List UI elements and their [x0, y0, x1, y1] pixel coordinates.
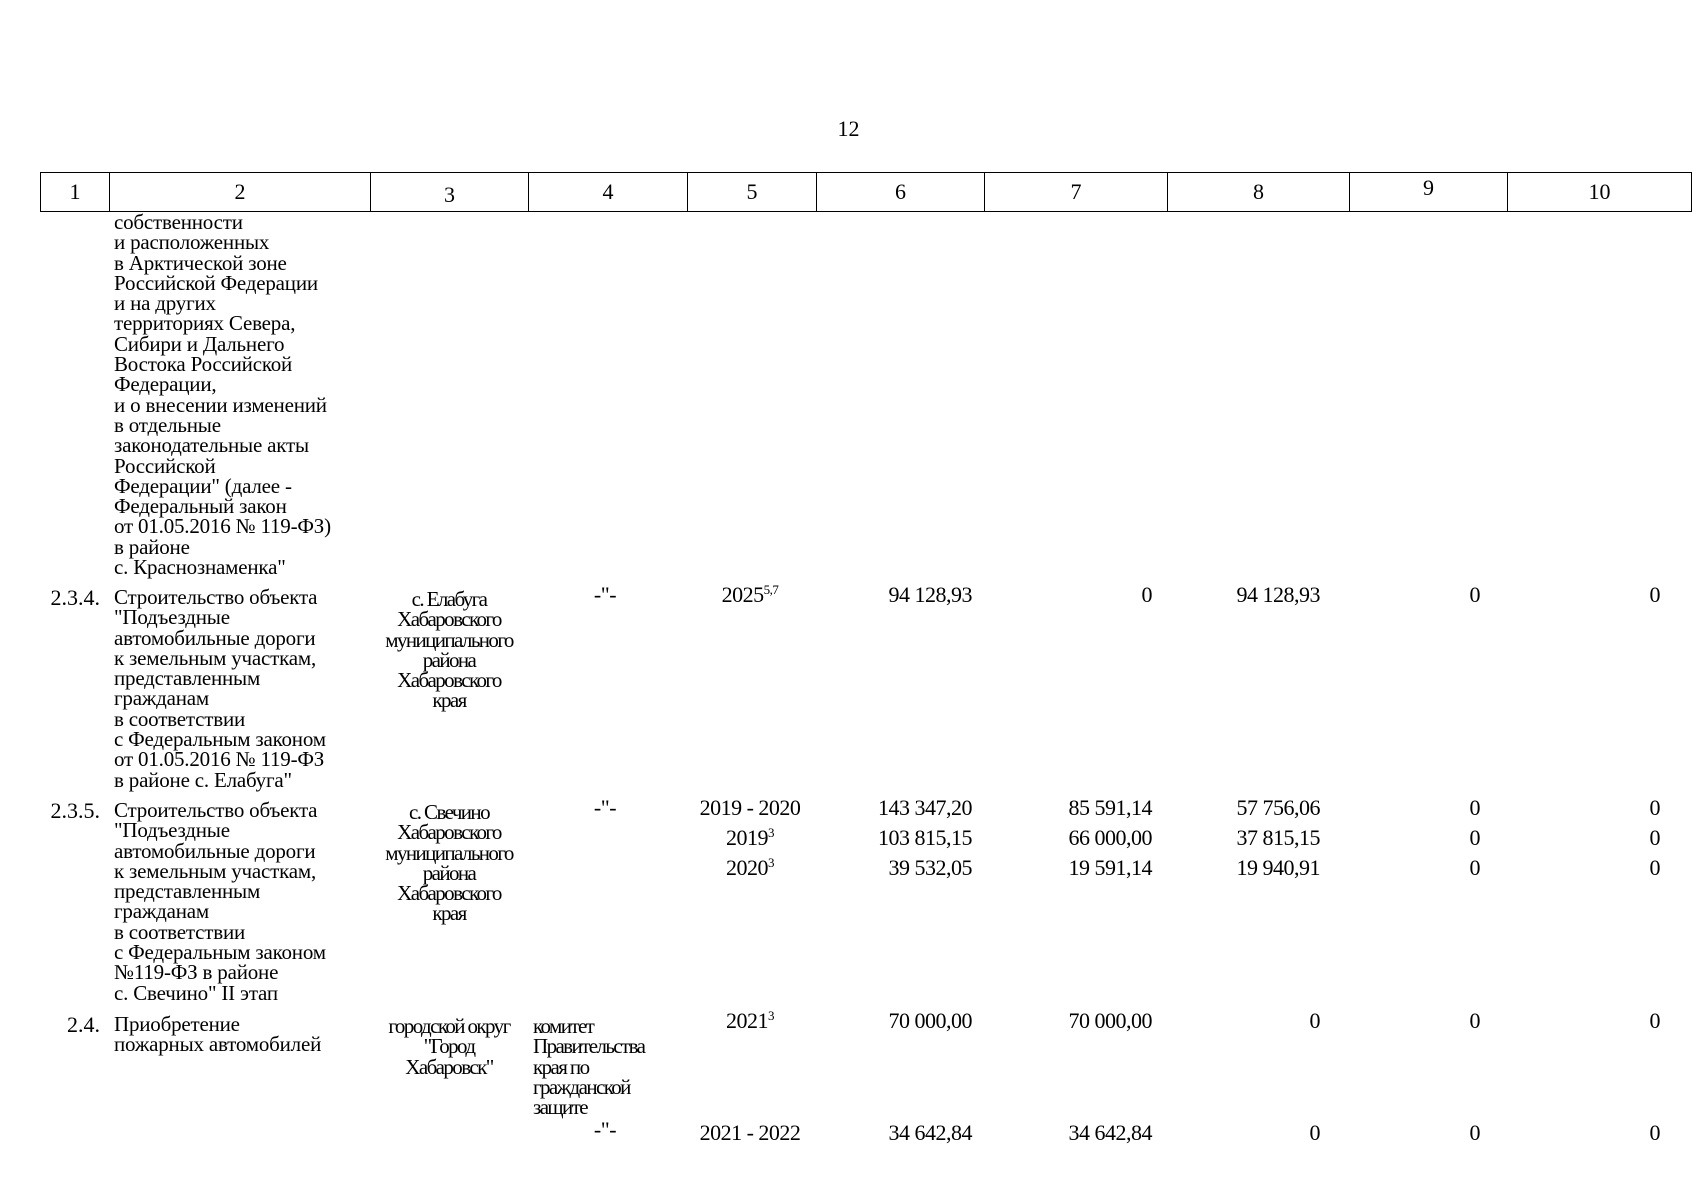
regional-cell: 0 [1309, 1120, 1320, 1145]
row-location [369, 802, 529, 924]
text-line: к земельным участкам, [114, 645, 317, 670]
text-line: в отдельные [114, 412, 221, 437]
row-location [369, 589, 529, 711]
total-cell: 70 000,00 [888, 1008, 972, 1033]
year-value: 2025 [721, 582, 764, 607]
text-line: края [432, 688, 466, 713]
text-line: автомобильные дороги [114, 625, 316, 650]
column-header: 3 [371, 173, 529, 212]
column-header: 4 [529, 173, 688, 212]
text-line: в районе с. Елабуга" [114, 767, 292, 792]
year-cell [686, 580, 814, 610]
text-line: края по [533, 1054, 589, 1079]
text-line: в районе [114, 534, 190, 559]
row-number: 2.3.4. [50, 585, 100, 610]
year-cell [680, 793, 820, 823]
year-value: 2021 [726, 1008, 768, 1033]
total-cell: 34 642,84 [888, 1120, 972, 1145]
text-line: в соответствии [114, 706, 246, 731]
column-header-row [40, 172, 1692, 212]
row-number: 2.4. [67, 1012, 100, 1037]
column-header: 2 [110, 173, 371, 212]
text-line: Хабаровского [397, 607, 501, 632]
local-cell: 0 [1469, 1120, 1480, 1145]
year-value: 2021 - 2022 [699, 1120, 801, 1145]
row-description [114, 587, 326, 790]
year-cell [686, 853, 814, 883]
column-header: 8 [1168, 173, 1350, 212]
text-line: представленным [114, 879, 261, 904]
text-line: Федеральный закон [114, 494, 287, 519]
total-cell: 103 815,15 [878, 825, 972, 850]
other-cell: 0 [1649, 1008, 1660, 1033]
total-cell: 143 347,20 [878, 795, 972, 820]
row-executor: -"- [593, 582, 617, 607]
text-line: с. Елабуга [411, 587, 487, 611]
total-cell: 94 128,93 [888, 582, 972, 607]
federal-cell: 70 000,00 [1068, 1008, 1152, 1033]
regional-cell: 0 [1309, 1008, 1320, 1033]
text-line: района [422, 647, 476, 672]
text-line: в Арктической зоне [114, 250, 287, 275]
total-cell: 39 532,05 [888, 855, 972, 880]
column-header: 9 [1350, 173, 1508, 212]
local-cell: 0 [1469, 825, 1480, 850]
text-line: законодательные акты [114, 433, 309, 458]
regional-cell: 37 815,15 [1236, 825, 1320, 850]
other-cell: 0 [1649, 1120, 1660, 1145]
text-line: муниципального [385, 627, 513, 652]
regional-cell: 57 756,06 [1236, 795, 1320, 820]
text-line: и расположенных [114, 230, 270, 255]
footnote-marker: 3 [768, 855, 774, 870]
row-executor: -"- [593, 1117, 617, 1142]
regional-cell: 94 128,93 [1236, 582, 1320, 607]
column-header: 5 [688, 173, 817, 212]
regional-cell: 19 940,91 [1236, 855, 1320, 880]
text-line: с. Краснознаменка" [114, 555, 286, 580]
federal-cell: 66 000,00 [1068, 825, 1152, 850]
text-line: Правительства [533, 1034, 645, 1059]
text-line: "Подъездные [114, 818, 230, 843]
local-cell: 0 [1469, 582, 1480, 607]
column-header: 1 [41, 173, 110, 212]
text-line: Хабаровского [397, 668, 501, 693]
text-line: Хабаровского [397, 881, 501, 906]
text-line: Приобретение [114, 1012, 240, 1036]
year-value: 2020 [726, 855, 768, 880]
text-line: муниципального [385, 840, 513, 865]
federal-cell: 0 [1141, 582, 1152, 607]
row-executor: -"- [593, 795, 617, 820]
text-line: территориях Севера, [114, 311, 296, 336]
footnote-marker: 3 [768, 1008, 774, 1023]
text-line: Хабаровского [397, 820, 501, 845]
other-cell: 0 [1649, 855, 1660, 880]
column-header: 6 [817, 173, 985, 212]
year-cell [680, 1118, 820, 1148]
text-line: от 01.05.2016 № 119-ФЗ) [114, 514, 331, 539]
text-line: Востока Российской [114, 352, 293, 377]
local-cell: 0 [1469, 795, 1480, 820]
text-line: гражданам [114, 686, 209, 711]
text-line: Российской Федерации [114, 270, 318, 295]
row-executor [533, 1014, 645, 1120]
text-line: собственности [114, 210, 243, 234]
text-line: Сибири и Дальнего [114, 331, 285, 356]
other-cell: 0 [1649, 795, 1660, 820]
text-line: с. Свечино" II этап [114, 980, 278, 1005]
text-line: гражданам [114, 899, 209, 924]
text-line: края [432, 901, 466, 926]
local-cell: 0 [1469, 1008, 1480, 1033]
text-line: и о внесении изменений [114, 392, 327, 417]
year-value: 2019 - 2020 [699, 795, 801, 820]
text-line: с Федеральным законом [114, 940, 326, 965]
federal-cell: 85 591,14 [1068, 795, 1152, 820]
text-line: автомобильные дороги [114, 838, 316, 863]
row-description [114, 1014, 321, 1055]
column-header: 10 [1508, 173, 1692, 212]
text-line: с Федеральным законом [114, 727, 326, 752]
text-line: представленным [114, 666, 261, 691]
text-line: Федерации" (далее - [114, 473, 292, 498]
row-location [369, 1016, 529, 1077]
text-line: №119-ФЗ в районе [114, 960, 279, 985]
column-header: 7 [985, 173, 1168, 212]
year-cell [686, 1006, 814, 1036]
text-line: с. Свечино [409, 800, 489, 824]
text-line: в соответствии [114, 919, 246, 944]
row-number: 2.3.5. [50, 798, 100, 823]
text-line: от 01.05.2016 № 119-ФЗ [114, 747, 325, 772]
text-line: "Город [423, 1034, 475, 1059]
year-value: 2019 [726, 825, 768, 850]
federal-cell: 34 642,84 [1068, 1120, 1152, 1145]
text-line: комитет [533, 1014, 594, 1038]
other-cell: 0 [1649, 825, 1660, 850]
row-description [114, 800, 326, 1003]
local-cell: 0 [1469, 855, 1480, 880]
other-cell: 0 [1649, 582, 1660, 607]
year-cell [686, 823, 814, 853]
text-line: защите [533, 1095, 587, 1120]
text-line: района [422, 860, 476, 885]
text-line: Российской [114, 453, 216, 478]
text-line: к земельным участкам, [114, 858, 317, 883]
federal-cell: 19 591,14 [1068, 855, 1152, 880]
text-line: "Подъездные [114, 605, 230, 630]
text-line: Федерации, [114, 372, 217, 397]
text-line: Строительство объекта [114, 585, 318, 609]
text-line: Хабаровск" [405, 1054, 493, 1079]
text-line: пожарных автомобилей [114, 1032, 322, 1057]
footnote-marker: 5,7 [763, 582, 779, 597]
footnote-marker: 3 [768, 825, 774, 840]
page-number: 12 [837, 116, 860, 141]
text-line: Строительство объекта [114, 798, 318, 822]
text-line: и на других [114, 291, 216, 316]
text-line: городской округ [388, 1014, 510, 1038]
continuation-description [114, 210, 331, 580]
text-line: гражданской [533, 1074, 630, 1099]
